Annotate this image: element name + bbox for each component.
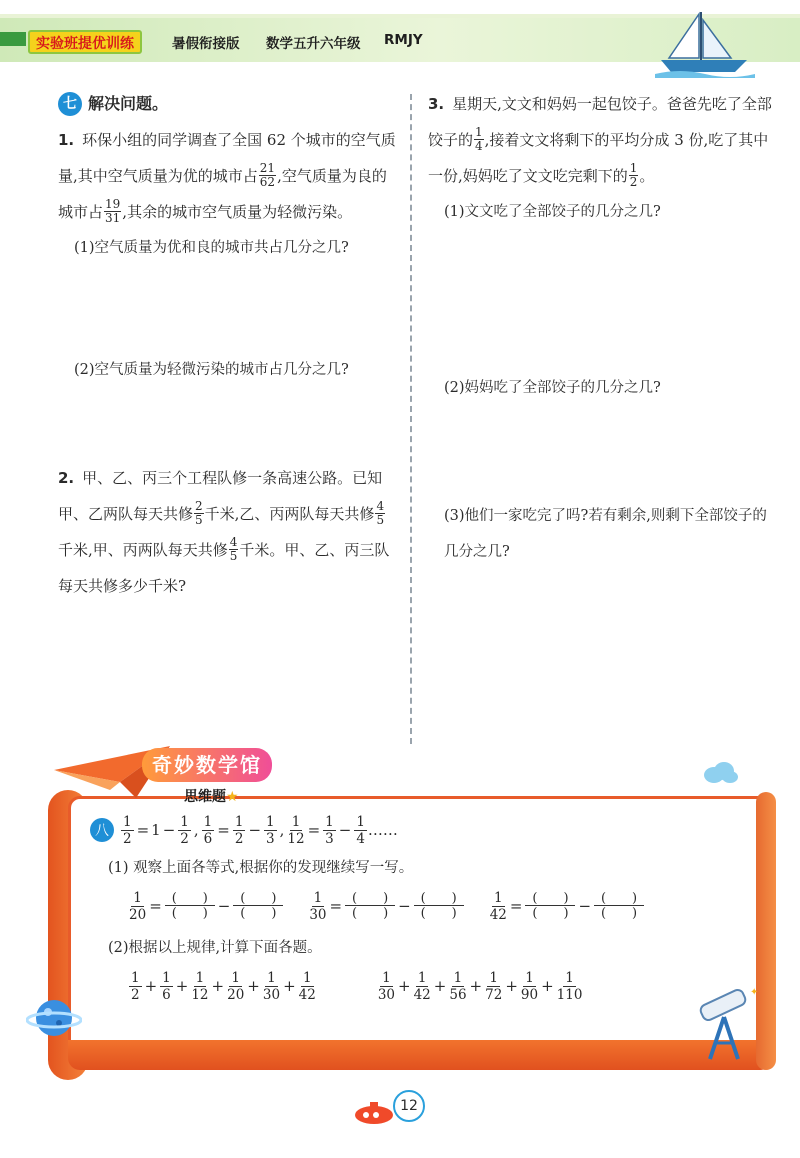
answer-blank[interactable]: $\frac{( )}{( )}$: [233, 891, 283, 921]
pattern-row: 八 $\frac{1}{2}$ = 1 − $\frac{1}{2}$ , $\frac{1}{6}$ = $\frac{1}{2}$ − $\frac{1}{3}$ , $\frac{1}{12}$ = $\frac{1}{3}$ − $\frac{1}{4}$ ……: [90, 812, 740, 848]
column-divider: [410, 94, 412, 744]
answer-blank[interactable]: $\frac{( )}{( )}$: [165, 891, 215, 921]
question-3-sub-1: (1)文文吃了全部饺子的几分之几?: [444, 204, 661, 220]
brand-label: 实验班提优训练: [28, 30, 142, 54]
edition-label: 暑假衔接版: [172, 36, 240, 52]
answer-space: [428, 230, 773, 370]
fraction: $\frac{1}{3}$: [325, 813, 334, 847]
left-column: [58, 86, 398, 604]
question-1-sub-2: (2)空气质量为轻微污染的城市占几分之几?: [74, 362, 349, 378]
fraction: $\frac{1}{30}$: [262, 969, 281, 1003]
fraction: $\frac{1}{4}$: [356, 813, 365, 847]
page-number: 12: [393, 1090, 425, 1122]
question-3-sub-3: (3)他们一家吃完了吗?若有剩余,则剩下全部饺子的几分之几?: [444, 508, 767, 560]
answer-blank[interactable]: $\frac{( )}{( )}$: [345, 891, 395, 921]
question-1-number: 1.: [58, 131, 75, 149]
question-1: [58, 122, 398, 230]
fraction: $\frac{1}{4}$: [475, 124, 483, 153]
fraction: $\frac{4}{5}$: [229, 534, 238, 563]
answer-blank[interactable]: $\frac{( )}{( )}$: [414, 891, 464, 921]
ellipsis: ……: [367, 821, 398, 839]
right-column: [428, 86, 773, 570]
section-7-title: 解决问题。: [88, 94, 169, 113]
fraction: 1 2: [131, 969, 140, 1003]
page-header: [0, 0, 800, 80]
answer-blank[interactable]: $\frac{( )}{( )}$: [525, 891, 575, 921]
fraction: $\frac{1}{42}$: [489, 889, 507, 923]
question-2-number: 2.: [58, 469, 75, 487]
pattern-integer: 1: [151, 821, 161, 839]
part-2-instruction: (2)根据以上规律,计算下面各题。: [108, 939, 322, 956]
fraction: $\frac{1}{6}$: [162, 969, 171, 1003]
fraction: $\frac{1}{2}$: [629, 160, 638, 189]
question-3-sub-2: (2)妈妈吃了全部饺子的几分之几?: [444, 380, 661, 396]
question-3-text-a: 星期天,文文和妈妈一起包饺子。爸爸先吃了全部饺子的: [428, 95, 772, 149]
question-2-text-a: 甲、乙、丙三个工程队修一条高速公路。已知甲、乙两队每天共修: [58, 469, 383, 523]
fraction: $\frac{1}{20}$: [129, 889, 147, 923]
question-1-text-a: 环保小组的同学调查了全国 62 个城市的空气质量,其中空气质量为优的城市占: [58, 131, 396, 185]
fraction: $\frac{1}{30}$: [309, 889, 327, 923]
question-1-text-b: ,空气质量为良的城市占: [58, 167, 387, 221]
answer-space: [58, 388, 398, 460]
answer-space: [58, 266, 398, 352]
question-2-text-b: 千米,乙、丙两队每天共修: [204, 505, 375, 523]
fraction: $\frac{1}{42}$: [413, 969, 431, 1003]
fun-math-content: [90, 812, 740, 1008]
subtitle-text: 思维题: [184, 789, 226, 805]
telescope-icon: [690, 985, 760, 1065]
fraction: $\frac{1}{42}$: [298, 969, 316, 1003]
fun-math-subtitle: [184, 786, 239, 806]
fraction: $\frac{1}{12}$: [191, 969, 209, 1003]
sum-row: 1 2 + $\frac{1}{6}$ + $\frac{1}{12}$ + $\frac{1}{20}$ + $\frac{1}{30}$ + $\frac{1}{42}$ 1 30 + $\frac{1}{42}$ + $\frac{1}{56}$ + $\frac{1}{72}$ + $\frac{1}{90}$ + $\frac{1}{110}$: [131, 969, 583, 1003]
section-8-badge: 八: [90, 818, 114, 842]
fraction: $\frac{1}{12}$: [287, 813, 305, 847]
svg-text:✦: ✦: [750, 987, 759, 998]
question-3-text-b: ,接着文文将剩下的平均分成 3 份,吃了其中一份,妈妈吃了文文吃完剩下的: [428, 131, 769, 185]
fun-math-title: 奇妙数学馆: [142, 748, 272, 782]
part-1-instruction: (1) 观察上面各等式,根据你的发现继续写一写。: [108, 859, 414, 876]
answer-blank[interactable]: $\frac{( )}{( )}$: [594, 891, 644, 921]
fraction: $\frac{4}{5}$: [376, 498, 385, 527]
fraction: $\frac{1}{90}$: [520, 969, 539, 1003]
question-3: [428, 86, 773, 194]
question-1-text-c: ,其余的城市空气质量为轻微污染。: [122, 203, 353, 221]
question-3-number: 3.: [428, 95, 445, 113]
star-icon: ★: [226, 789, 239, 805]
question-3-text-c: 。: [639, 167, 655, 185]
fraction: $\frac{1}{20}$: [227, 969, 245, 1003]
fun-math-bottom-bar: [68, 1040, 772, 1070]
fraction: $\frac{2}{5}$: [195, 498, 203, 527]
section-7-badge: 七: [58, 92, 82, 116]
fill-in-row: $\frac{1}{20}$ = $\frac{( )}{( )}$ − $\frac{( )}{( )}$ $\frac{1}{30}$ = $\frac{( )}{( )}$ − $\frac{( )}{( )}$ $\frac{1}{42}$ = $\frac{( )}{( )}$ − $\frac{( )}{( )}$: [90, 884, 740, 928]
answer-space: [428, 406, 773, 498]
fraction: $\frac{1}{2}$: [234, 813, 244, 847]
fraction: $\frac{19}{31}$: [105, 196, 121, 225]
question-1-sub-1: (1)空气质量为优和良的城市共占几分之几?: [74, 240, 349, 256]
fraction: 1 30: [377, 969, 396, 1003]
planet-icon: [26, 990, 82, 1046]
fraction: $\frac{21}{62}$: [259, 160, 276, 189]
section-7-heading: [58, 86, 398, 122]
code-label: RMJY: [384, 32, 423, 48]
fraction: $\frac{1}{3}$: [266, 813, 275, 847]
question-2: [58, 460, 398, 604]
fraction: $\frac{1}{6}$: [203, 813, 213, 847]
submarine-icon: [352, 1098, 398, 1126]
fraction: $\frac{1}{2}$: [123, 813, 132, 847]
subject-label: 数学五升六年级: [266, 36, 361, 52]
fraction: $\frac{1}{72}$: [485, 969, 503, 1003]
sailboat-icon: [655, 10, 755, 78]
cloud-icon: [700, 760, 740, 784]
question-2-text-c: 千米,甲、丙两队每天共修: [58, 541, 228, 559]
fraction: $\frac{1}{110}$: [556, 969, 583, 1003]
fraction: $\frac{1}{56}$: [449, 969, 467, 1003]
question-2-text-d: 千米。甲、乙、丙三队每天共修多少千米?: [58, 541, 390, 595]
fraction: $\frac{1}{2}$: [180, 813, 189, 847]
brand-bar: [0, 32, 26, 46]
